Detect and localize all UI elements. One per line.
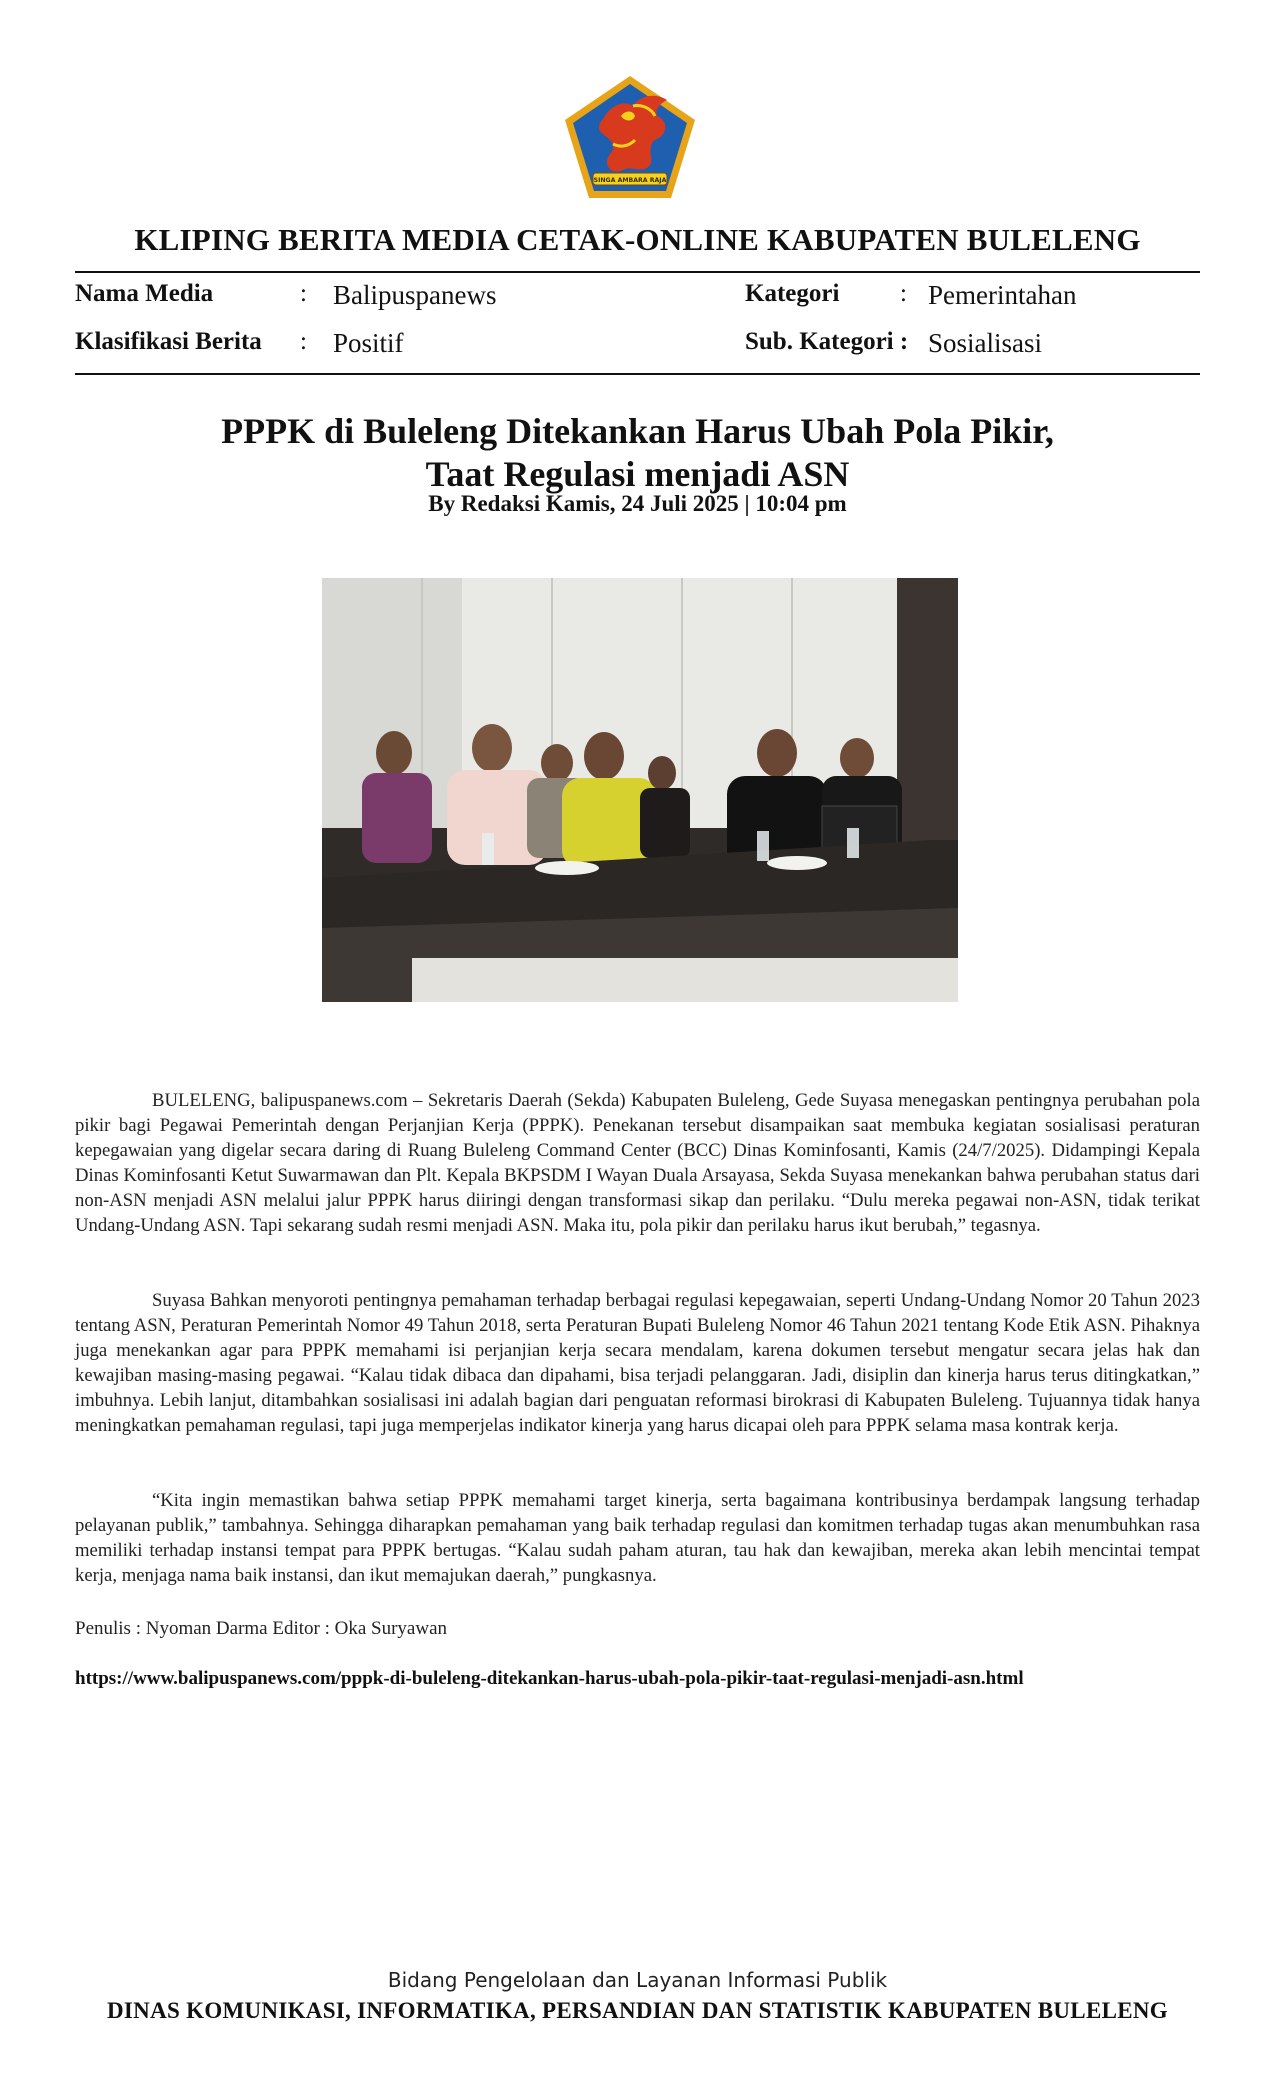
klasifikasi-berita-value: Positif [333, 328, 404, 358]
kategori-colon: : [900, 280, 907, 307]
klasifikasi-berita-label: Klasifikasi Berita [75, 328, 262, 355]
nama-media-colon: : [300, 280, 307, 307]
footer-agency: DINAS KOMUNIKASI, INFORMATIKA, PERSANDIAN DAN STATISTIK KABUPATEN BULELENG [107, 1998, 1168, 2023]
page-title: KLIPING BERITA MEDIA CETAK-ONLINE KABUPATEN BULELENG [134, 222, 1141, 257]
article-credits: Penulis : Nyoman Darma Editor : Oka Suryawan [75, 1618, 448, 1639]
nama-media-label: Nama Media [75, 280, 214, 307]
article-body [75, 1488, 1200, 1588]
kategori-label: Kategori [745, 280, 840, 307]
sub-kategori-value: Sosialisasi [928, 328, 1043, 358]
article-paragraph: BULELENG, balipuspanews.com – Sekretaris Daerah (Sekda) Kabupaten Buleleng, Gede Suyasa menegaskan pentingnya perubahan pola pikir bagi Pegawai Pemerintah dengan Perjanjian Kerja (PPPK). Penekanan tersebut disampaikan saat membuka kegiatan sosialisasi peraturan kepegawaian yang digelar secara daring di Ruang Buleleng Command Center (BCC) Dinas Kominfosanti, Kamis (24/7/2025). Didampingi Kepala Dinas Kominfosanti Ketut Suwarmawan dan Plt. Kepala BKPSDM I Wayan Duala Arsayasa, Sekda Suyasa menekankan bahwa perubahan status dari non-ASN menjadi ASN melalui jalur PPPK harus diiringi dengan transformasi sikap dan perilaku. “Dulu mereka pegawai non-ASN, tidak terikat Undang-Undang ASN. Tapi sekarang sudah resmi menjadi ASN. Maka itu, pola pikir dan perilaku harus ikut berubah,” tegasnya. [75, 1090, 1200, 1236]
article-headline-line1: PPPK di Buleleng Ditekankan Harus Ubah Pola Pikir, [221, 411, 1054, 451]
article-source-url: https://www.balipuspanews.com/pppk-di-buleleng-ditekankan-harus-ubah-pola-pikir-taat-regulasi-menjadi-asn.html [75, 1668, 1024, 1689]
footer-division: Bidang Pengelolaan dan Layanan Informasi Publik [387, 1968, 888, 1992]
article-photo [322, 578, 958, 1002]
nama-media-value: Balipuspanews [333, 280, 497, 310]
article-headline-line2: Taat Regulasi menjadi ASN [425, 454, 850, 494]
kategori-value: Pemerintahan [928, 280, 1077, 310]
header-divider-bottom [75, 373, 1200, 375]
singa-ambara-raja-emblem-icon [563, 74, 697, 200]
article-paragraph: “Kita ingin memastikan bahwa setiap PPPK memahami target kinerja, serta bagaimana kontribusinya berdampak langsung terhadap pelayanan publik,” tambahnya. Sehingga diharapkan pemahaman yang baik terhadap regulasi dan komitmen terhadap tugas akan menumbuhkan rasa memiliki terhadap instansi tempat para PPPK bertugas. “Kalau sudah paham aturan, tau hak dan kewajiban, mereka akan lebih mencintai tempat kerja, menjaga nama baik instansi, dan ikut memajukan daerah,” pungkasnya. [75, 1490, 1200, 1586]
header-divider-top [75, 271, 1200, 273]
article-body [75, 1288, 1200, 1438]
article-paragraph: Suyasa Bahkan menyoroti pentingnya pemahaman terhadap berbagai regulasi kepegawaian, seperti Undang-Undang Nomor 20 Tahun 2023 tentang ASN, Peraturan Pemerintah Nomor 49 Tahun 2018, serta Peraturan Bupati Buleleng Nomor 46 Tahun 2021 tentang Kode Etik ASN. Pihaknya juga menekankan agar para PPPK memahami isi perjanjian kerja secara mendalam, karena dokumen tersebut mengatur secara jelas hak dan kewajiban masing-masing pegawai. “Kalau tidak dibaca dan dipahami, bisa terjadi pelanggaran. Jadi, disiplin dan kinerja harus terus ditingkatkan,” imbuhnya. Lebih lanjut, ditambahkan sosialisasi ini adalah bagian dari penguatan reformasi birokrasi di Kabupaten Buleleng. Tujuannya tidak hanya meningkatkan pemahaman regulasi, tapi juga memperjelas indikator kinerja yang harus dicapai oleh para PPPK selama masa kontrak kerja. [75, 1290, 1200, 1436]
emblem-motto: SINGA AMBARA RAJA [593, 177, 667, 184]
article-body [75, 1088, 1200, 1238]
sub-kategori-label: Sub. Kategori : [745, 328, 909, 355]
klasifikasi-colon: : [300, 328, 307, 355]
article-byline: By Redaksi Kamis, 24 Juli 2025 | 10:04 pm [428, 491, 847, 516]
